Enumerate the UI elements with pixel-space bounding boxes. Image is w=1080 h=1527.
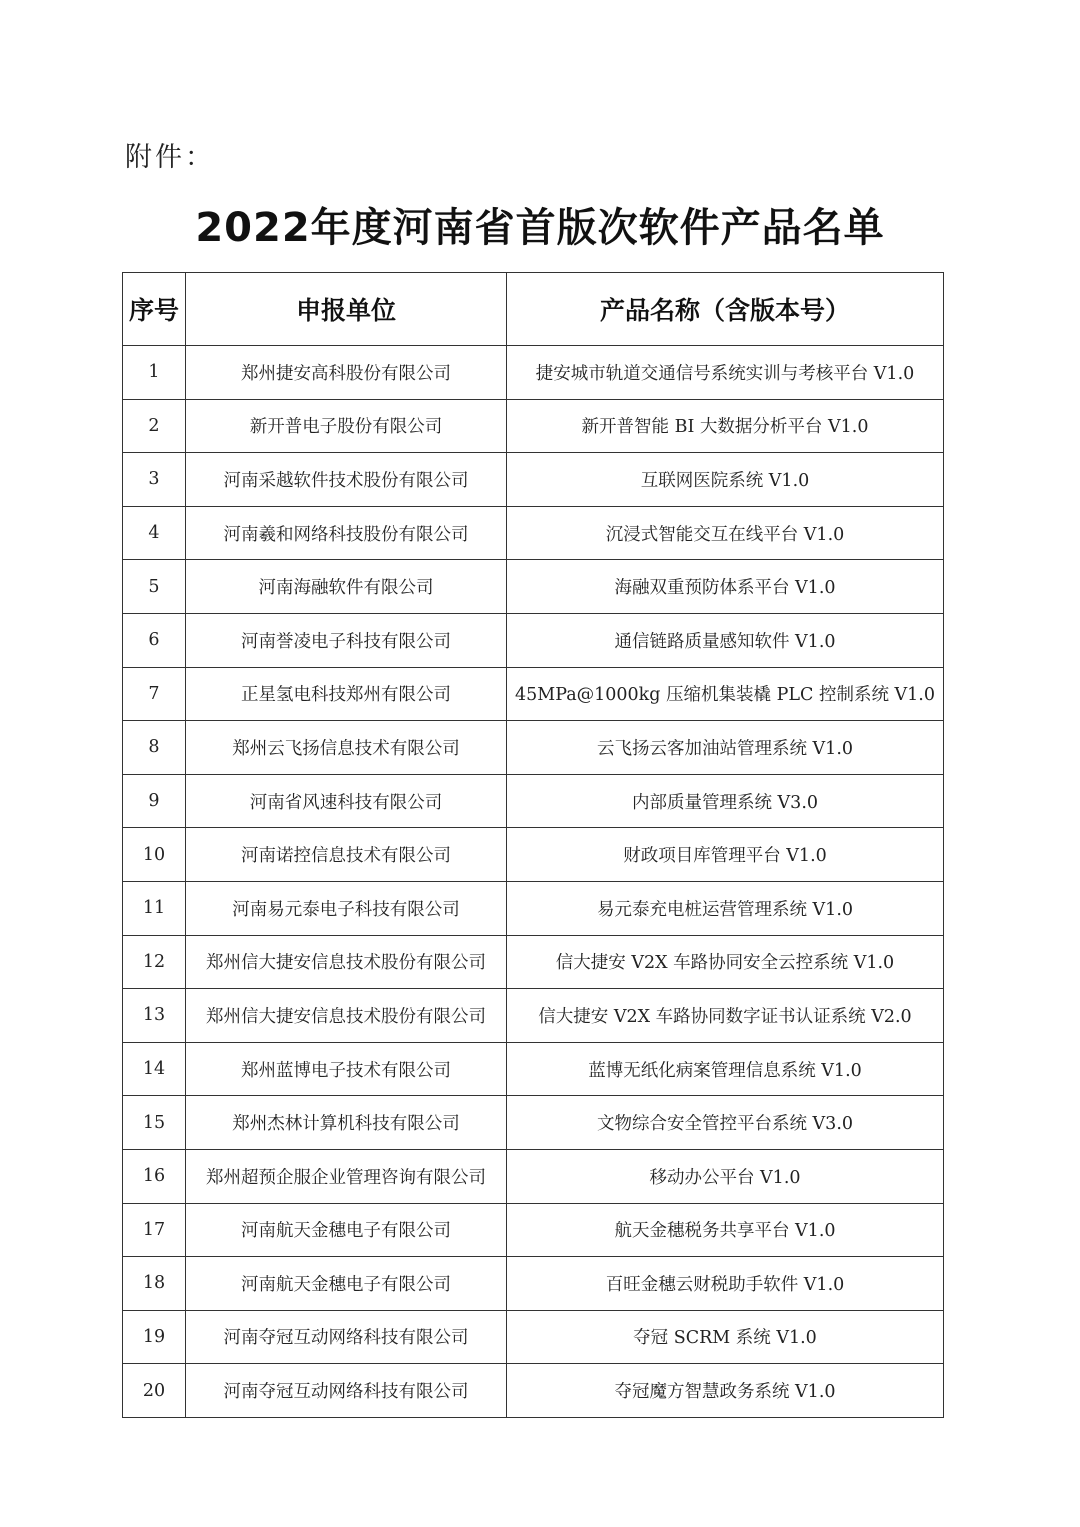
table-row — [123, 399, 944, 453]
table-row — [123, 1310, 944, 1364]
serial-number-cell: 16 — [123, 1149, 186, 1203]
product-name-cell: 夺冠魔方智慧政务系统 V1.0 — [507, 1364, 944, 1418]
table-row — [123, 613, 944, 667]
applicant-unit-cell: 河南航天金穗电子有限公司 — [186, 1257, 507, 1311]
product-name-cell: 内部质量管理系统 V3.0 — [507, 774, 944, 828]
table-row — [123, 774, 944, 828]
table-row — [123, 989, 944, 1043]
table-row — [123, 1096, 944, 1150]
applicant-unit-cell: 河南易元泰电子科技有限公司 — [186, 881, 507, 935]
product-name-cell: 信大捷安 V2X 车路协同数字证书认证系统 V2.0 — [507, 989, 944, 1043]
serial-number-cell: 6 — [123, 613, 186, 667]
applicant-unit-cell: 河南省风速科技有限公司 — [186, 774, 507, 828]
applicant-unit-cell: 郑州信大捷安信息技术股份有限公司 — [186, 935, 507, 989]
applicant-unit-cell: 河南航天金穗电子有限公司 — [186, 1203, 507, 1257]
header-product-name: 产品名称（含版本号） — [507, 273, 944, 346]
product-name-cell: 蓝博无纸化病案管理信息系统 V1.0 — [507, 1042, 944, 1096]
product-name-cell: 沉浸式智能交互在线平台 V1.0 — [507, 506, 944, 560]
table-row — [123, 453, 944, 507]
product-name-cell: 信大捷安 V2X 车路协同安全云控系统 V1.0 — [507, 935, 944, 989]
table-row — [123, 1203, 944, 1257]
table-row — [123, 346, 944, 400]
header-serial-number: 序号 — [123, 273, 186, 346]
product-name-cell: 互联网医院系统 V1.0 — [507, 453, 944, 507]
table-row — [123, 560, 944, 614]
product-name-cell: 夺冠 SCRM 系统 V1.0 — [507, 1310, 944, 1364]
applicant-unit-cell: 河南羲和网络科技股份有限公司 — [186, 506, 507, 560]
table-header-row — [123, 273, 944, 346]
serial-number-cell: 17 — [123, 1203, 186, 1257]
table-row — [123, 667, 944, 721]
applicant-unit-cell: 河南海融软件有限公司 — [186, 560, 507, 614]
applicant-unit-cell: 河南夺冠互动网络科技有限公司 — [186, 1310, 507, 1364]
applicant-unit-cell: 郑州超预企服企业管理咨询有限公司 — [186, 1149, 507, 1203]
product-name-cell: 通信链路质量感知软件 V1.0 — [507, 613, 944, 667]
serial-number-cell: 9 — [123, 774, 186, 828]
applicant-unit-cell: 郑州云飞扬信息技术有限公司 — [186, 721, 507, 775]
applicant-unit-cell: 郑州信大捷安信息技术股份有限公司 — [186, 989, 507, 1043]
product-name-cell: 新开普智能 BI 大数据分析平台 V1.0 — [507, 399, 944, 453]
serial-number-cell: 13 — [123, 989, 186, 1043]
attachment-label: 附件： — [125, 142, 215, 173]
applicant-unit-cell: 新开普电子股份有限公司 — [186, 399, 507, 453]
product-name-cell: 45MPa@1000kg 压缩机集装橇 PLC 控制系统 V1.0 — [507, 667, 944, 721]
table-row — [123, 828, 944, 882]
header-applicant-unit: 申报单位 — [186, 273, 507, 346]
product-name-cell: 财政项目库管理平台 V1.0 — [507, 828, 944, 882]
serial-number-cell: 2 — [123, 399, 186, 453]
serial-number-cell: 3 — [123, 453, 186, 507]
table-row — [123, 1364, 944, 1418]
serial-number-cell: 11 — [123, 881, 186, 935]
product-name-cell: 海融双重预防体系平台 V1.0 — [507, 560, 944, 614]
serial-number-cell: 4 — [123, 506, 186, 560]
product-name-cell: 云飞扬云客加油站管理系统 V1.0 — [507, 721, 944, 775]
serial-number-cell: 12 — [123, 935, 186, 989]
table-row — [123, 506, 944, 560]
document-title: 2022年度河南省首版次软件产品名单 — [195, 205, 885, 251]
table-row — [123, 1042, 944, 1096]
serial-number-cell: 8 — [123, 721, 186, 775]
serial-number-cell: 20 — [123, 1364, 186, 1418]
serial-number-cell: 15 — [123, 1096, 186, 1150]
product-name-cell: 文物综合安全管控平台系统 V3.0 — [507, 1096, 944, 1150]
table-row — [123, 1149, 944, 1203]
serial-number-cell: 19 — [123, 1310, 186, 1364]
product-name-cell: 百旺金穗云财税助手软件 V1.0 — [507, 1257, 944, 1311]
applicant-unit-cell: 河南誉凌电子科技有限公司 — [186, 613, 507, 667]
serial-number-cell: 18 — [123, 1257, 186, 1311]
applicant-unit-cell: 河南诺控信息技术有限公司 — [186, 828, 507, 882]
applicant-unit-cell: 郑州杰林计算机科技有限公司 — [186, 1096, 507, 1150]
product-name-cell: 移动办公平台 V1.0 — [507, 1149, 944, 1203]
serial-number-cell: 1 — [123, 346, 186, 400]
product-name-cell: 航天金穗税务共享平台 V1.0 — [507, 1203, 944, 1257]
serial-number-cell: 5 — [123, 560, 186, 614]
applicant-unit-cell: 正星氢电科技郑州有限公司 — [186, 667, 507, 721]
product-name-cell: 捷安城市轨道交通信号系统实训与考核平台 V1.0 — [507, 346, 944, 400]
applicant-unit-cell: 河南采越软件技术股份有限公司 — [186, 453, 507, 507]
table-row — [123, 935, 944, 989]
table-row — [123, 881, 944, 935]
applicant-unit-cell: 河南夺冠互动网络科技有限公司 — [186, 1364, 507, 1418]
table-row — [123, 1257, 944, 1311]
product-name-cell: 易元泰充电桩运营管理系统 V1.0 — [507, 881, 944, 935]
serial-number-cell: 7 — [123, 667, 186, 721]
serial-number-cell: 10 — [123, 828, 186, 882]
product-list-table — [122, 272, 944, 1418]
applicant-unit-cell: 郑州蓝博电子技术有限公司 — [186, 1042, 507, 1096]
serial-number-cell: 14 — [123, 1042, 186, 1096]
applicant-unit-cell: 郑州捷安高科股份有限公司 — [186, 346, 507, 400]
table-row — [123, 721, 944, 775]
